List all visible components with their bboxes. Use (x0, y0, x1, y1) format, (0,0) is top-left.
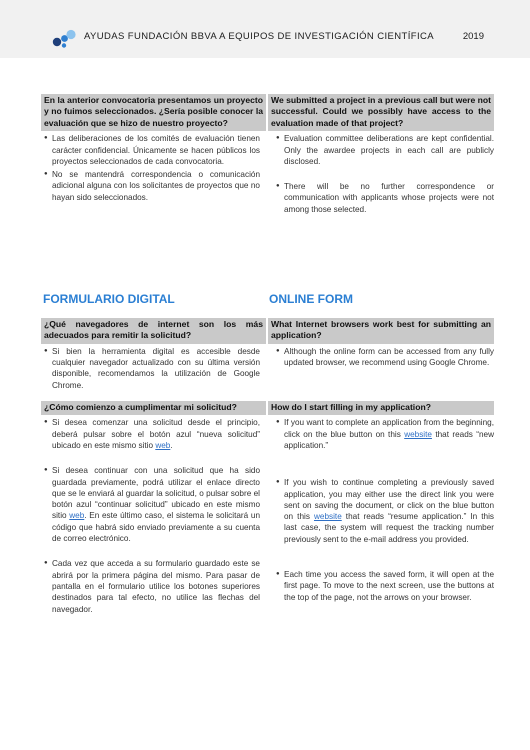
question-es: En la anterior convocatoria presentamos un proyecto y no fuimos seleccionados. ¿Sería posible conocer la evaluación que se hizo de nuestro proyecto? (40, 94, 266, 131)
logo-dot-small (62, 43, 66, 47)
logo-dot-light (66, 30, 75, 39)
answer-en (266, 133, 494, 215)
answer-item: ● Las deliberaciones de los comités de evaluación tienen carácter confidencial. Únicamente se hacen públicos los proyectos seleccionados de cada convocatoria. (40, 133, 260, 167)
answer-text: If you want to complete an application from the beginning, click on the blue button on this (284, 418, 494, 439)
answer-text: . En este último caso, el sistema le solicitará un código que habrá sido enviado previamente a su cuenta de correo electrónico. (52, 511, 260, 544)
section-title-en: ONLINE FORM (269, 292, 353, 306)
answer-es (40, 346, 266, 391)
header-year: 2019 (462, 31, 484, 42)
answer-item (272, 417, 494, 451)
web-link[interactable]: web (69, 511, 85, 521)
website-link[interactable]: website (404, 429, 432, 439)
page-header (0, 0, 530, 58)
answer-text: Si desea comenzar una solicitud desde el principio, deberá pulsar sobre el botón azul “nueva solicitud” ubicado en este mismo sitio (52, 418, 260, 450)
question-en: We submitted a project in a previous call but were not successful. Could we possibly have access to the evaluation made of that project? (266, 94, 494, 131)
website-link[interactable]: website (313, 512, 342, 522)
faq-browsers (40, 318, 494, 391)
answer-item: ● Although the online form can be accessed from any fully updated browser, we recommend using Google Chrome. (272, 346, 494, 369)
question-es: ¿Cómo comienzo a cumplimentar mi solicitud? (40, 401, 266, 415)
answer-text: Each time you access the saved form, it will open at the first page. To move to the next screen, use the buttons at the top of the page, not the arrows on your browser. (284, 570, 494, 602)
answer-en (266, 417, 494, 614)
answer-es (40, 133, 266, 215)
logo-dot-dark (53, 38, 61, 46)
answer-text: that reads “new application.” (284, 429, 494, 450)
answer-item: ● Evaluation committee deliberations are kept confidential. Only the awardee projects in each call are publicly disclosed. (272, 133, 494, 167)
answer-text: . (170, 441, 173, 450)
answer-en (266, 346, 494, 391)
fundacion-bbva-logo-icon (51, 28, 81, 50)
header-title: AYUDAS FUNDACIÓN BBVA A EQUIPOS DE INVESTIGACIÓN CIENTÍFICA (84, 31, 435, 42)
answer-text: that reads “resume application.” In this last case, the system will request the tracking number previously sent to the e-mail address you provided. (284, 512, 495, 544)
answer-text: If you wish to continue completing a previously saved application, you may either use the direct link you were sent on saving the document, or click on the blue button on this (284, 478, 494, 522)
answer-item (272, 569, 494, 603)
answer-item (272, 477, 494, 545)
answer-item: ● There will be no further correspondence or communication with applicants whose projects were not among those selected. (272, 181, 494, 215)
answer-item: ● Si bien la herramienta digital es accesible desde cualquier navegador actualizado con su última versión disponible, recomendamos la utilización de Google Chrome. (40, 346, 260, 391)
answer-item (40, 465, 260, 544)
answer-text: Si desea continuar con una solicitud que ha sido guardada previamente, podrá utilizar el enlace directo que se le enviará al guardar la solicitud, o pulsar sobre el botón azul “continuar solicitud” ubicado en este mismo sitio (52, 466, 260, 521)
answer-item (40, 558, 260, 614)
question-en: What Internet browsers work best for submitting an application? (266, 318, 494, 344)
faq-evaluation (40, 94, 494, 215)
answer-item: ● No se mantendrá correspondencia o comunicación adicional alguna con los solicitantes de proyectos que no hayan sido seleccionados. (40, 169, 260, 203)
web-link[interactable]: web (155, 441, 171, 450)
section-title-es: FORMULARIO DIGITAL (43, 292, 175, 306)
faq-start-application (40, 401, 494, 615)
question-es: ¿Qué navegadores de internet son los más adecuados para remitir la solicitud? (40, 318, 266, 344)
answer-es (40, 417, 266, 614)
answer-text: Cada vez que acceda a su formulario guardado este se abrirá por la primera página del mismo. Para pasar de pantalla en el formulario utilice los botones superiores destinados para tal efecto, no utilice las flechas del navegador. (52, 559, 260, 614)
answer-item (40, 417, 260, 451)
question-en: How do I start filling in my application? (266, 401, 494, 415)
